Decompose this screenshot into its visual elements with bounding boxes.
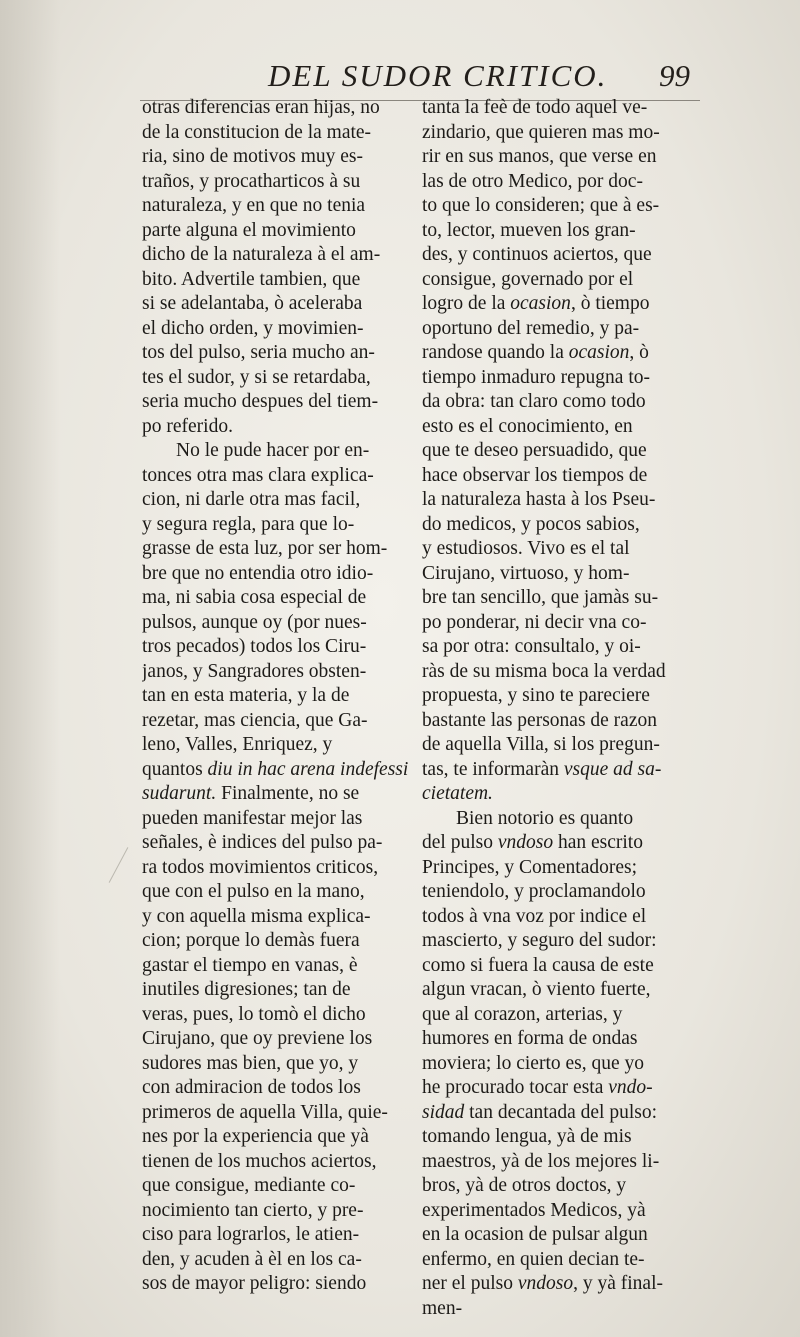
text-line [142, 121, 412, 146]
text-line-main: sos de mayor peligro: siendo [142, 1273, 367, 1294]
text-line [142, 366, 412, 391]
text-line [422, 1174, 692, 1199]
text-line [422, 954, 692, 979]
text-line [422, 1052, 692, 1077]
text-line [422, 1199, 692, 1224]
text-line-main: primeros de aquella Villa, quie- [142, 1101, 388, 1123]
text-line [422, 219, 692, 244]
text-line [142, 1174, 412, 1199]
text-line-main: tan en esta materia, y la de [142, 685, 350, 706]
text-line [422, 464, 692, 489]
text-line [142, 1272, 412, 1297]
text-line [142, 292, 412, 317]
text-line [142, 194, 412, 219]
text-line-main: zindario, que quieren mas mo- [422, 121, 660, 143]
text-line [422, 415, 692, 440]
text-line-main: janos, y Sangradores obsten- [142, 660, 367, 682]
text-line [142, 464, 412, 489]
text-line [142, 1027, 412, 1052]
text-line [422, 366, 692, 391]
text-line [422, 1223, 692, 1248]
text-line-main: bre tan sencillo, que jamàs su- [422, 587, 659, 608]
text-line-main: el dicho orden, y movimien- [142, 317, 364, 339]
text-line-main: tas, te informaràn [422, 758, 564, 780]
text-line-main: cion; porque lo demàs fuera [142, 930, 360, 951]
text-line-tail: han escrito [553, 832, 643, 853]
text-line [422, 880, 692, 905]
text-line-main: que con el pulso en la mano, [142, 881, 365, 902]
text-line-tail: , y yà final- [573, 1273, 663, 1294]
text-line [422, 341, 692, 366]
text-line-main: que te deseo persuadido, que [422, 440, 647, 461]
text-line [142, 170, 412, 195]
text-line [142, 635, 412, 660]
text-line [142, 488, 412, 513]
text-line-main: otras diferencias eran hijas, no [142, 97, 380, 118]
italic-phrase: vndoso [517, 1273, 574, 1294]
text-line-main: seria mucho despues del tiem- [142, 391, 379, 412]
text-line [422, 1297, 692, 1322]
page-header [140, 58, 700, 101]
text-line [422, 268, 692, 293]
text-line-main: y con aquella misma explica- [142, 905, 371, 927]
text-line [142, 782, 412, 807]
text-line [422, 121, 692, 146]
text-line-main: la naturaleza hasta à los Pseu- [422, 489, 656, 510]
paper-crease [109, 847, 129, 883]
text-line [142, 268, 412, 293]
text-line-main: Bien notorio es quanto [456, 807, 634, 829]
text-line [142, 537, 412, 562]
text-line [422, 317, 692, 342]
gutter-shadow [0, 0, 60, 1337]
left-text-column [142, 96, 412, 1297]
text-line-main: tos del pulso, seria mucho an- [142, 342, 375, 363]
text-line [422, 537, 692, 562]
text-line-main: tonces otra mas clara explica- [142, 464, 374, 486]
text-line-main: oportuno del remedio, y pa- [422, 317, 640, 339]
text-line [422, 513, 692, 538]
text-line-main: Principes, y Comentadores; [422, 856, 638, 878]
text-line-main: bito. Advertile tambien, que [142, 268, 361, 290]
page-number: 99 [659, 58, 690, 93]
text-line-main: como si fuera la causa de este [422, 954, 654, 976]
text-line [422, 390, 692, 415]
italic-phrase: diu in hac arena indefessi [207, 758, 409, 780]
text-line [142, 1199, 412, 1224]
text-line [142, 219, 412, 244]
text-line-main: ràs de su misma boca la verdad [422, 660, 666, 682]
text-line [422, 170, 692, 195]
text-line [422, 1150, 692, 1175]
running-title: DEL SUDOR CRITICO. [268, 58, 608, 93]
text-line [142, 978, 412, 1003]
text-line-main: con admiracion de todos los [142, 1077, 361, 1098]
text-line-main: bros, yà de otros doctos, y [422, 1175, 627, 1196]
text-line [142, 954, 412, 979]
text-line [142, 1125, 412, 1150]
text-line-main: randose quando la [422, 342, 569, 363]
text-line-main: y segura regla, para que lo- [142, 513, 355, 535]
text-line-main: consigue, governado por el [422, 268, 634, 290]
text-line [422, 145, 692, 170]
text-line [142, 1248, 412, 1273]
italic-phrase: vsque ad sa- [563, 758, 662, 780]
text-line-main: tomando lengua, yà de mis [422, 1126, 632, 1147]
italic-phrase: ocasion [510, 293, 571, 314]
text-line-main: tienen de los muchos aciertos, [142, 1150, 377, 1172]
text-line [142, 880, 412, 905]
text-line [422, 929, 692, 954]
text-line-main: Cirujano, virtuoso, y hom- [422, 562, 630, 584]
text-line [142, 831, 412, 856]
text-line-main: mascierto, y seguro del sudor: [422, 930, 657, 951]
text-line-main: tros pecados) todos los Ciru- [142, 636, 367, 657]
text-line [422, 978, 692, 1003]
text-line-main: tiempo inmaduro repugna to- [422, 366, 650, 388]
text-line-tail: , ò tiempo [570, 293, 650, 314]
text-line-main: pulsos, aunque oy (por nues- [142, 611, 367, 633]
text-line [142, 586, 412, 611]
text-line [422, 733, 692, 758]
italic-phrase: vndo- [608, 1077, 653, 1098]
text-line [422, 586, 692, 611]
text-line-main: No le pude hacer por en- [176, 440, 370, 461]
text-line-main: de aquella Villa, si los pregun- [422, 734, 660, 755]
text-line-tail: Finalmente, no se [216, 783, 360, 804]
text-line [422, 96, 692, 121]
text-line-main: maestros, yà de los mejores li- [422, 1150, 660, 1172]
italic-phrase: sidad [422, 1101, 465, 1123]
text-line [142, 929, 412, 954]
text-line [422, 758, 692, 783]
text-line-main: tes el sudor, y si se retardaba, [142, 366, 371, 388]
text-line-main: rezetar, mas ciencia, que Ga- [142, 709, 368, 731]
text-line [142, 341, 412, 366]
text-line [422, 905, 692, 930]
text-line-main: da obra: tan claro como todo [422, 391, 646, 412]
text-line-main: ria, sino de motivos muy es- [142, 146, 363, 167]
text-line-main: del pulso [422, 832, 498, 853]
text-line [422, 684, 692, 709]
text-line-main: he procurado tocar esta [422, 1077, 609, 1098]
text-line [142, 1101, 412, 1126]
text-line-main: que al corazon, arterias, y [422, 1003, 623, 1025]
text-line [142, 562, 412, 587]
text-line [422, 1027, 692, 1052]
text-line-main: men- [422, 1297, 463, 1319]
text-line-main: tanta la feè de todo aquel ve- [422, 97, 648, 118]
text-line-main: pueden manifestar mejor las [142, 807, 363, 829]
text-line [142, 1003, 412, 1028]
text-line-main: ra todos movimientos criticos, [142, 856, 379, 878]
italic-phrase: sudarunt. [142, 783, 217, 804]
text-line [142, 390, 412, 415]
text-line-tail: , ò [629, 342, 649, 363]
text-line-main: humores en forma de ondas [422, 1028, 638, 1049]
text-line [142, 243, 412, 268]
text-line [142, 758, 412, 783]
text-line-main: veras, pues, lo tomò el dicho [142, 1003, 366, 1025]
text-line-main: den, y acuden à èl en los ca- [142, 1248, 362, 1270]
text-line [422, 292, 692, 317]
text-line-main: ner el pulso [422, 1273, 518, 1294]
text-line [142, 145, 412, 170]
text-line-main: teniendolo, y proclamandolo [422, 881, 646, 902]
text-line-main: hace observar los tiempos de [422, 464, 648, 486]
text-line-main: que consigue, mediante co- [142, 1175, 356, 1196]
text-line-main: to que lo consideren; que à es- [422, 195, 660, 216]
text-line-main: des, y continuos aciertos, que [422, 244, 652, 265]
text-line [142, 96, 412, 121]
text-line [422, 1003, 692, 1028]
text-line-main: esto es el conocimiento, en [422, 415, 633, 437]
text-line-main: todos à vna voz por indice el [422, 905, 647, 927]
text-line-main: ma, ni sabia cosa especial de [142, 587, 367, 608]
text-line-main: bre que no entendia otro idio- [142, 562, 374, 584]
text-line-main: gastar el tiempo en vanas, è [142, 954, 358, 976]
text-line-main: sudores mas bien, que yo, y [142, 1052, 359, 1074]
italic-phrase: ocasion [568, 342, 630, 363]
text-line-main: rir en sus manos, que verse en [422, 146, 657, 167]
text-line-main: sa por otra: consultalo, y oi- [422, 636, 641, 657]
text-line [422, 635, 692, 660]
text-line [142, 1052, 412, 1077]
text-line-main: algun vracan, ò viento fuerte, [422, 979, 651, 1000]
text-line-main: las de otro Medico, por doc- [422, 170, 643, 192]
text-line-main: to, lector, mueven los gran- [422, 219, 636, 241]
text-line [142, 1150, 412, 1175]
text-line [142, 733, 412, 758]
text-line-tail: tan decantada del pulso: [464, 1101, 658, 1123]
text-line [142, 415, 412, 440]
italic-phrase: cietatem. [422, 783, 493, 804]
text-line-main: si se adelantaba, ò aceleraba [142, 293, 363, 314]
text-line [142, 1076, 412, 1101]
text-line [422, 856, 692, 881]
text-line-main: grasse de esta luz, por ser hom- [142, 538, 388, 559]
text-line-main: enfermo, en quien decian te- [422, 1248, 645, 1270]
text-line [142, 317, 412, 342]
text-line [422, 562, 692, 587]
text-line-main: inutiles digresiones; tan de [142, 979, 351, 1000]
text-line-main: Cirujano, que oy previene los [142, 1028, 373, 1049]
text-line-main: en la ocasion de pulsar algun [422, 1224, 648, 1245]
text-line-main: do medicos, y pocos sabios, [422, 513, 640, 535]
text-line [422, 1272, 692, 1297]
text-line [142, 439, 412, 464]
text-line-main: propuesta, y sino te pareciere [422, 685, 650, 706]
text-line-main: quantos [142, 758, 208, 780]
text-line-main: traños, y procatharticos à su [142, 170, 361, 192]
text-line [142, 709, 412, 734]
text-line-main: y estudiosos. Vivo es el tal [422, 538, 630, 559]
text-line-main: experimentados Medicos, yà [422, 1199, 646, 1221]
text-line [422, 439, 692, 464]
text-line-main: moviera; lo cierto es, que yo [422, 1052, 645, 1074]
text-line [142, 1223, 412, 1248]
text-line [142, 513, 412, 538]
text-line-main: leno, Valles, Enriquez, y [142, 734, 333, 755]
text-line [422, 488, 692, 513]
text-line [422, 1248, 692, 1273]
text-line [422, 782, 692, 807]
text-line [422, 807, 692, 832]
text-line-main: po referido. [142, 415, 233, 437]
text-line-main: logro de la [422, 293, 511, 314]
text-line [422, 709, 692, 734]
text-line-main: bastante las personas de razon [422, 709, 657, 731]
text-line-main: de la constitucion de la mate- [142, 121, 372, 143]
text-line [422, 660, 692, 685]
text-line-main: señales, è indices del pulso pa- [142, 832, 383, 853]
text-line [142, 856, 412, 881]
italic-phrase: vndoso [497, 832, 554, 853]
text-line-main: ciso para lograrlos, le atien- [142, 1224, 360, 1245]
text-line [422, 1101, 692, 1126]
text-line-main: cion, ni darle otra mas facil, [142, 489, 361, 510]
text-line [422, 831, 692, 856]
text-line-main: nocimiento tan cierto, y pre- [142, 1199, 364, 1221]
text-line [142, 807, 412, 832]
text-line [422, 194, 692, 219]
text-line [422, 1125, 692, 1150]
text-line [422, 243, 692, 268]
text-line [142, 660, 412, 685]
text-line [142, 905, 412, 930]
text-line-main: dicho de la naturaleza à el am- [142, 244, 381, 265]
text-line-main: naturaleza, y en que no tenia [142, 195, 366, 216]
text-line [422, 1076, 692, 1101]
right-text-column [422, 96, 692, 1321]
text-line [422, 611, 692, 636]
text-line-main: nes por la experiencia que yà [142, 1126, 369, 1147]
text-line [142, 684, 412, 709]
text-line [142, 611, 412, 636]
text-line-main: po ponderar, ni decir vna co- [422, 611, 647, 633]
text-line-main: parte alguna el movimiento [142, 219, 356, 241]
